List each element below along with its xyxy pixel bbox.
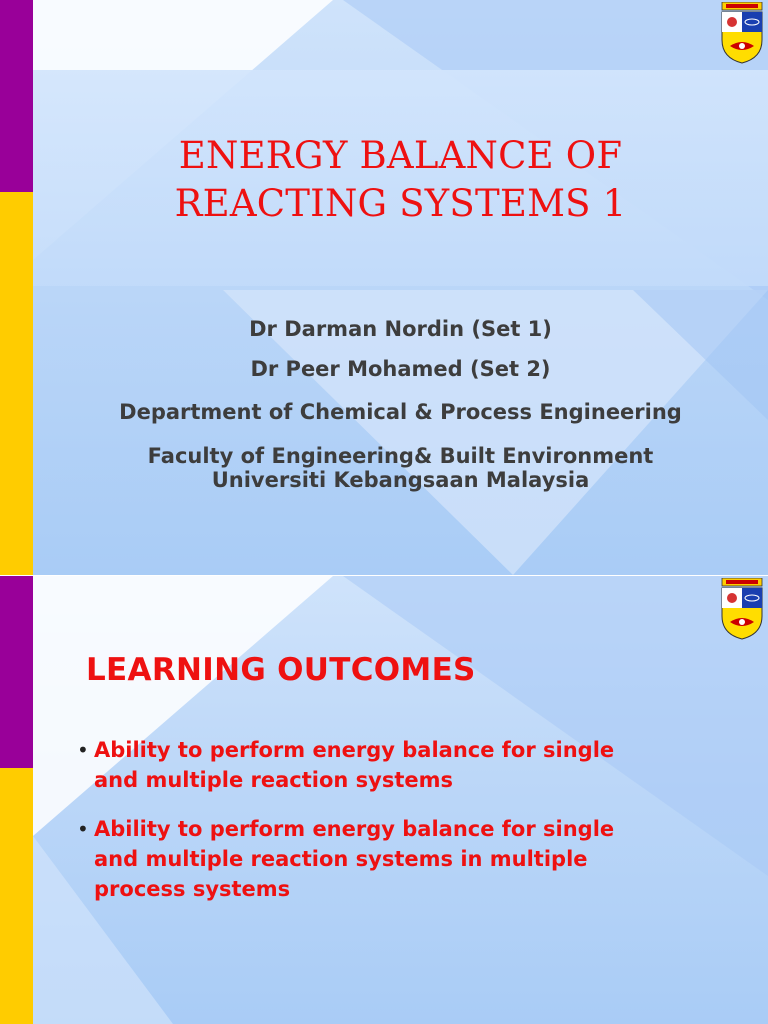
outcome-bullet-2 — [77, 814, 717, 904]
bullet-1-line-2: and multiple reaction systems — [94, 768, 454, 792]
bullet-1-line-1: Ability to perform energy balance for single — [94, 738, 615, 762]
title-line-1: ENERGY BALANCE OF — [178, 134, 623, 177]
bullet-dot-icon: • — [77, 738, 89, 762]
university-crest-icon — [718, 2, 766, 64]
learning-outcomes-slide — [0, 576, 768, 1024]
purple-side-band — [0, 576, 33, 768]
faculty: Faculty of Engineering& Built Environment — [147, 444, 654, 468]
bullet-2-line-1: Ability to perform energy balance for single — [94, 817, 615, 841]
author-2: Dr Peer Mohamed (Set 2) — [250, 357, 551, 381]
bullet-dot-icon: • — [77, 817, 89, 841]
yellow-side-band — [0, 768, 33, 1024]
department: Department of Chemical & Process Engineering — [119, 400, 682, 424]
bullet-2-line-3: process systems — [94, 877, 291, 901]
author-1: Dr Darman Nordin (Set 1) — [249, 317, 552, 341]
outcome-bullet-1 — [77, 735, 717, 795]
university: Universiti Kebangsaan Malaysia — [211, 468, 590, 492]
background-decoration — [33, 576, 768, 1024]
learning-outcomes-heading: LEARNING OUTCOMES — [86, 652, 476, 688]
title-line-2: REACTING SYSTEMS 1 — [174, 182, 627, 225]
university-crest-icon — [718, 578, 766, 640]
slide-title — [33, 132, 768, 228]
yellow-side-band — [0, 192, 33, 575]
bullet-2-line-2: and multiple reaction systems in multiple — [94, 847, 588, 871]
purple-side-band — [0, 0, 33, 192]
